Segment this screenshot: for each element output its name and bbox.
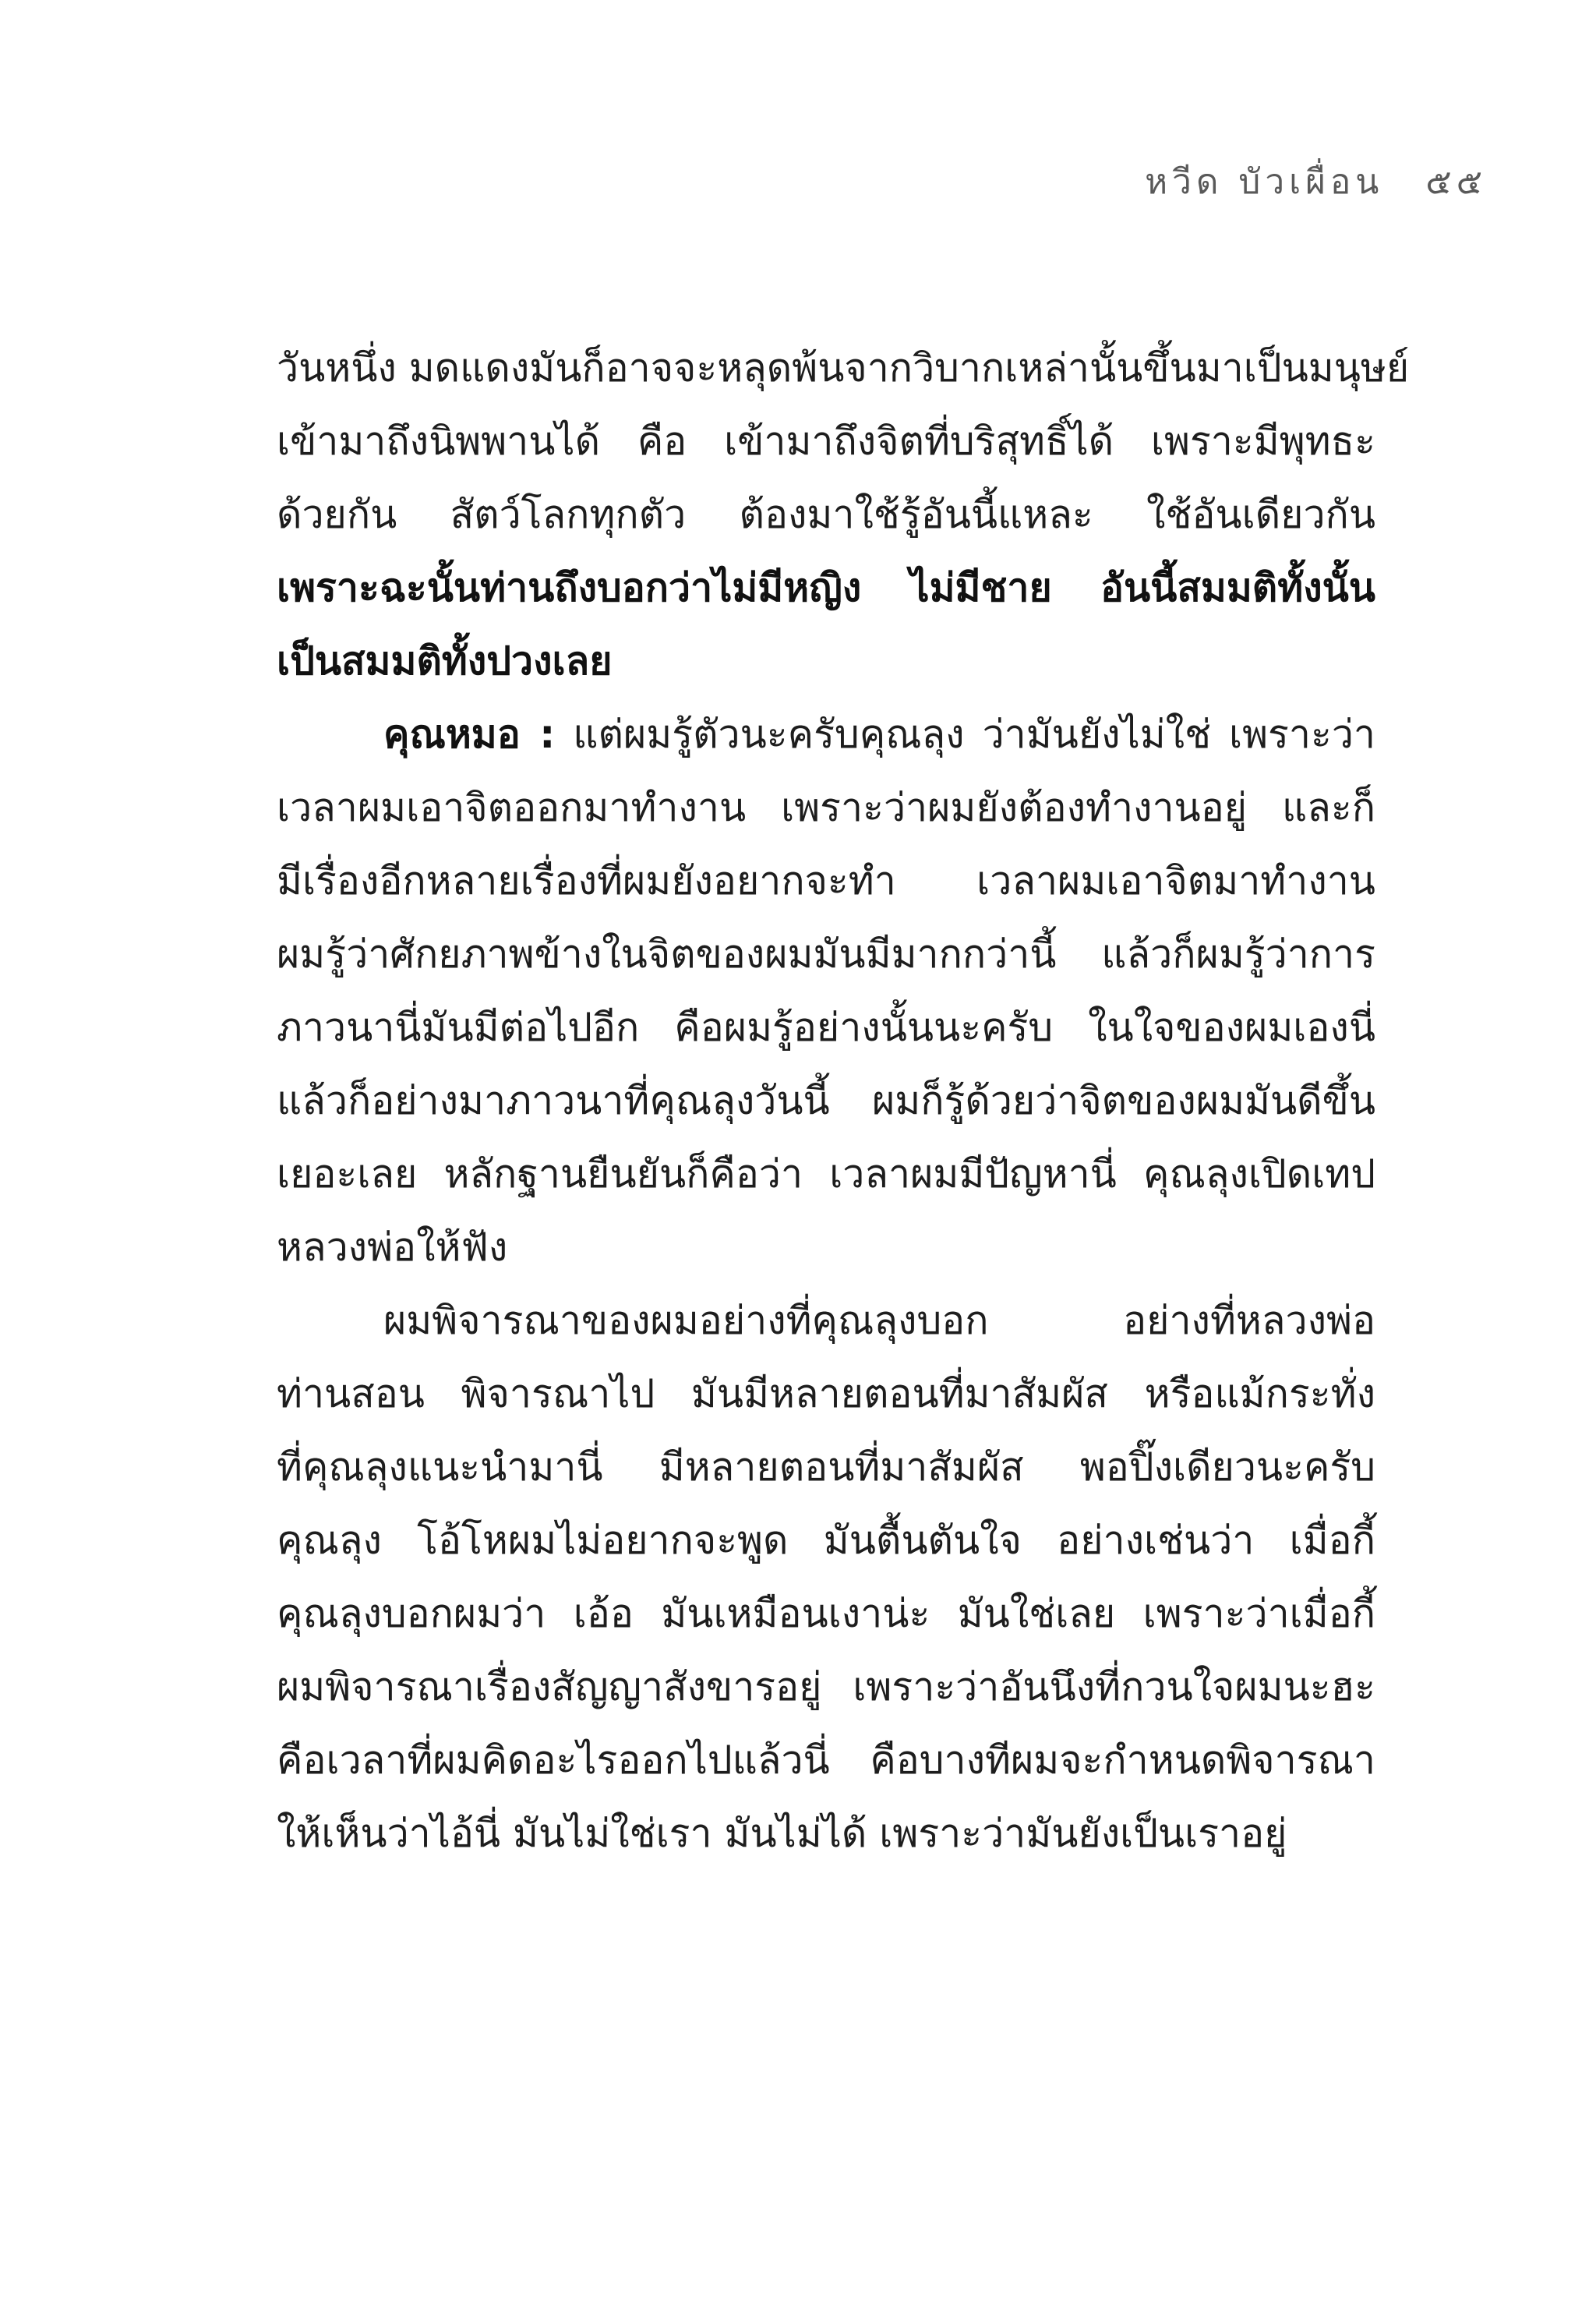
text-line: ผมพิจารณาเรื่องสัญญาสังขารอยู่ เพราะว่าอันนึงที่กวนใจผมนะฮะ	[277, 1664, 1375, 1709]
text-line: ให้เห็นว่าไอ้นี่ มันไม่ใช่เรา มันไม่ได้ เพราะว่ามันยังเป็นเราอยู่	[277, 1811, 1287, 1856]
text-line: ด้วยกัน สัตว์โลกทุกตัว ต้องมาใช้รู้อันนี้แหละ ใช้อันเดียวกัน	[277, 492, 1375, 537]
text-line: วันหนึ่ง มดแดงมันก็อาจจะหลุดพ้นจากวิบากเหล่านั้นขึ้นมาเป็นมนุษย์	[277, 345, 1410, 391]
text-line: ผมพิจารณาของผมอย่างที่คุณลุงบอก อย่างที่หลวงพ่อ	[383, 1298, 1375, 1343]
speaker-line	[277, 698, 1375, 771]
text-line: คือเวลาที่ผมคิดอะไรออกไปแล้วนี่ คือบางทีผมจะกำหนดพิจารณา	[277, 1738, 1375, 1783]
bold-text-line: เพราะฉะนั้นท่านถึงบอกว่าไม่มีหญิง ไม่มีชาย อันนี้สมมติทั้งนั้น	[277, 565, 1375, 610]
text-line: แล้วก็อย่างมาภาวนาที่คุณลุงวันนี้ ผมก็รู้ด้วยว่าจิตของผมมันดีขึ้น	[277, 1078, 1375, 1123]
text-line: คุณลุง โอ้โหผมไม่อยากจะพูด มันตื้นตันใจ อย่างเช่นว่า เมื่อกี้	[277, 1518, 1375, 1563]
body-text	[277, 331, 1410, 1870]
text-line: ที่คุณลุงแนะนำมานี่ มีหลายตอนที่มาสัมผัส พอปิ๊งเดียวนะครับ	[277, 1444, 1375, 1490]
page-number: ๕๕	[1425, 162, 1487, 202]
text-line: ผมรู้ว่าศักยภาพข้างในจิตของผมมันมีมากกว่านี้ แล้วก็ผมรู้ว่าการ	[277, 932, 1375, 977]
text-line: เข้ามาถึงนิพพานได้ คือ เข้ามาถึงจิตที่บริสุทธิ์ได้ เพราะมีพุทธะ	[277, 419, 1375, 464]
bold-text-line: เป็นสมมติทั้งปวงเลย	[277, 638, 613, 684]
speaker-label: คุณหมอ :	[383, 712, 556, 757]
text-line: มีเรื่องอีกหลายเรื่องที่ผมยังอยากจะทำ เวลาผมเอาจิตมาทำงาน	[277, 858, 1375, 903]
text-line: เวลาผมเอาจิตออกมาทำงาน เพราะว่าผมยังต้องทำงานอยู่ และก็	[277, 785, 1375, 830]
text-line: ภาวนานี่มันมีต่อไปอีก คือผมรู้อย่างนั้นนะครับ ในใจของผมเองนี่	[277, 1005, 1375, 1050]
running-header	[1145, 154, 1487, 209]
text-line: เยอะเลย หลักฐานยืนยันก็คือว่า เวลาผมมีปัญหานี่ คุณลุงเปิดเทป	[277, 1151, 1375, 1197]
speaker-text: แต่ผมรู้ตัวนะครับคุณลุง ว่ามันยังไม่ใช่ เพราะว่า	[555, 712, 1375, 757]
book-title: หวีด บัวเผื่อน	[1145, 162, 1384, 202]
text-line: คุณลุงบอกผมว่า เอ้อ มันเหมือนเงาน่ะ มันใช่เลย เพราะว่าเมื่อกี้	[277, 1591, 1375, 1636]
text-line: ท่านสอน พิจารณาไป มันมีหลายตอนที่มาสัมผัส หรือแม้กระทั่ง	[277, 1371, 1375, 1416]
text-line: หลวงพ่อให้ฟัง	[277, 1225, 508, 1270]
